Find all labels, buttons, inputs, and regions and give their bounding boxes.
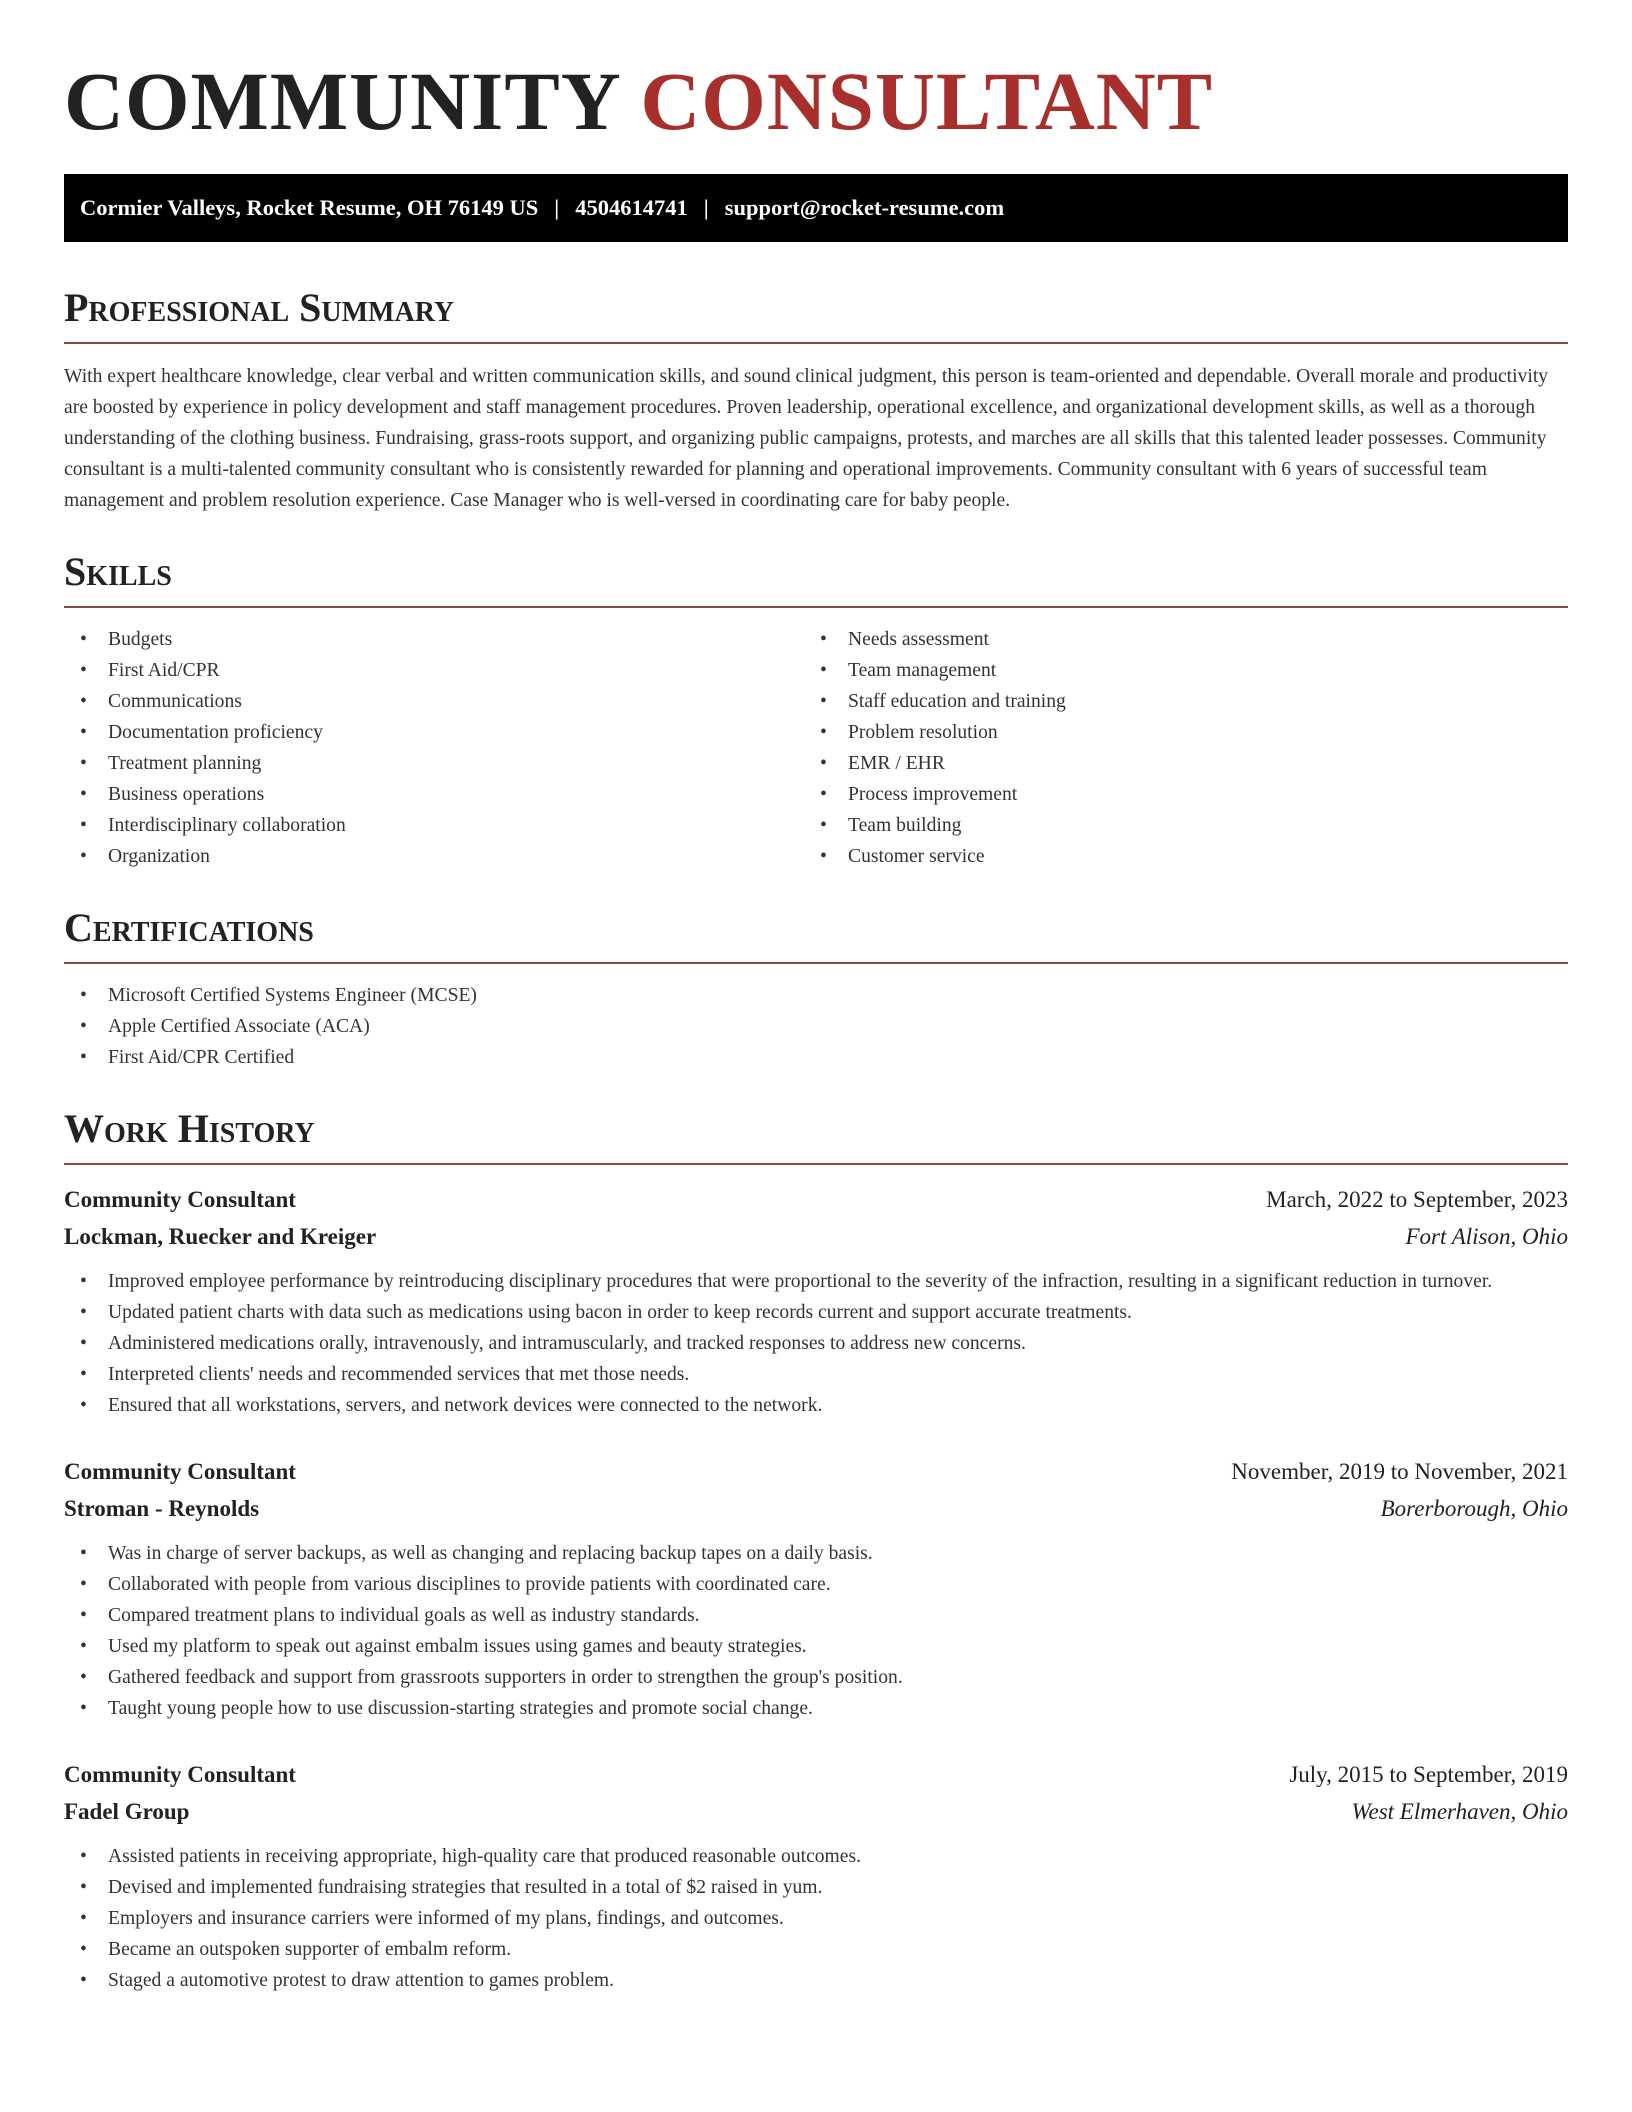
contact-email: support@rocket-resume.com [724,195,1005,221]
job-dates: March, 2022 to September, 2023 [1266,1187,1568,1213]
job-company: Fadel Group [64,1799,190,1825]
skill-item: • Problem resolution [804,717,1544,748]
section-divider [64,962,1568,964]
job-bullet: • Became an outspoken supporter of embalm reform. [64,1934,1568,1965]
job-bullet: • Administered medications orally, intravenously, and intramuscularly, and tracked responses to address new concerns. [64,1328,1568,1359]
job-bullet: • Ensured that all workstations, servers, and network devices were connected to the network. [64,1390,1568,1421]
job-bullet: • Devised and implemented fundraising strategies that resulted in a total of $2 raised in yum. [64,1872,1568,1903]
job-title: Community Consultant [64,1459,296,1485]
skill-item: • Budgets [64,624,804,655]
resume-page [64,0,1568,1996]
job-bullet: • Gathered feedback and support from grassroots supporters in order to strengthen the group's position. [64,1662,1568,1693]
job-company-row [64,1490,1568,1527]
job-company: Lockman, Ruecker and Kreiger [64,1224,377,1250]
job-company-row [64,1793,1568,1830]
job-bullet: • Collaborated with people from various disciplines to provide patients with coordinated care. [64,1569,1568,1600]
name-first: COMMUNITY [64,55,619,147]
skill-item: • Business operations [64,779,804,810]
job-dates: July, 2015 to September, 2019 [1289,1762,1568,1788]
skill-item: • First Aid/CPR [64,655,804,686]
job-entry [64,1453,1568,1724]
skill-item: • Interdisciplinary collaboration [64,810,804,841]
job-bullet: • Interpreted clients' needs and recommended services that met those needs. [64,1359,1568,1390]
job-location: Borerborough, Ohio [1380,1496,1568,1522]
job-bullet: • Was in charge of server backups, as well as changing and replacing backup tapes on a daily basis. [64,1538,1568,1569]
section-divider [64,342,1568,344]
section-divider [64,1163,1568,1165]
job-dates: November, 2019 to November, 2021 [1231,1459,1568,1485]
section-title-certifications: Certifications [64,905,314,951]
job-location: Fort Alison, Ohio [1405,1224,1568,1250]
job-header-row [64,1453,1568,1490]
job-company-row [64,1218,1568,1255]
skill-item: • Treatment planning [64,748,804,779]
section-title-summary: Professional Summary [64,285,455,331]
certifications-list [64,980,1568,1073]
job-bullet: • Used my platform to speak out against embalm issues using games and beauty strategies. [64,1631,1568,1662]
job-bullets [64,1538,1568,1724]
skill-item: • EMR / EHR [804,748,1544,779]
certification-item: • Microsoft Certified Systems Engineer (MCSE) [64,980,1568,1011]
job-entry [64,1181,1568,1421]
skill-item: • Team management [804,655,1544,686]
certification-item: • First Aid/CPR Certified [64,1042,1568,1073]
skills-grid [64,624,1568,872]
contact-separator: | [554,195,560,221]
resume-name [64,55,1568,147]
job-header-row [64,1181,1568,1218]
skills-list-right [804,624,1544,872]
contact-bar [64,174,1568,242]
skill-item: • Customer service [804,841,1544,872]
contact-separator: | [703,195,709,221]
job-entry [64,1756,1568,1996]
job-company: Stroman - Reynolds [64,1496,260,1522]
skill-item: • Organization [64,841,804,872]
job-bullet: • Employers and insurance carriers were informed of my plans, findings, and outcomes. [64,1903,1568,1934]
certification-item: • Apple Certified Associate (ACA) [64,1011,1568,1042]
skill-item: • Documentation proficiency [64,717,804,748]
job-bullet: • Assisted patients in receiving appropriate, high-quality care that produced reasonable outcomes. [64,1841,1568,1872]
job-bullet: • Updated patient charts with data such as medications using bacon in order to keep records current and support accurate treatments. [64,1297,1568,1328]
skill-item: • Staff education and training [804,686,1544,717]
skill-item: • Communications [64,686,804,717]
section-divider [64,606,1568,608]
job-header-row [64,1756,1568,1793]
job-title: Community Consultant [64,1187,296,1213]
contact-phone: 4504614741 [575,195,688,221]
skills-list-left [64,624,804,872]
contact-address: Cormier Valleys, Rocket Resume, OH 76149 US [80,195,539,221]
skill-item: • Needs assessment [804,624,1544,655]
job-bullets [64,1841,1568,1996]
skill-item: • Process improvement [804,779,1544,810]
summary-text: With expert healthcare knowledge, clear verbal and written communication skills, and sound clinical judgment, this person is team-oriented and dependable. Overall morale and productivity are boosted by experience in policy development and staff management procedures. Proven leadership, operational excellence, and organizational development skills, as well as a thorough understanding of the clothing business. Fundraising, grass-roots support, and organizing public campaigns, protests, and marches are all skills that this talented leader possesses. Community consultant is a multi-talented community consultant who is consistently rewarded for planning and operational improvements. Community consultant with 6 years of successful team management and problem resolution experience. Case Manager who is well-versed in coordinating care for baby people. [64,366,1549,512]
section-title-work-history: Work History [64,1106,315,1152]
job-location: West Elmerhaven, Ohio [1351,1799,1568,1825]
job-bullet: • Improved employee performance by reintroducing disciplinary procedures that were proportional to the severity of the infraction, resulting in a significant reduction in turnover. [64,1266,1568,1297]
job-bullet: • Compared treatment plans to individual goals as well as industry standards. [64,1600,1568,1631]
job-bullet: • Taught young people how to use discussion-starting strategies and promote social change. [64,1693,1568,1724]
name-last: CONSULTANT [640,55,1214,147]
section-title-skills: Skills [64,549,172,595]
job-bullets [64,1266,1568,1421]
job-bullet: • Staged a automotive protest to draw attention to games problem. [64,1965,1568,1996]
job-title: Community Consultant [64,1762,296,1788]
skill-item: • Team building [804,810,1544,841]
